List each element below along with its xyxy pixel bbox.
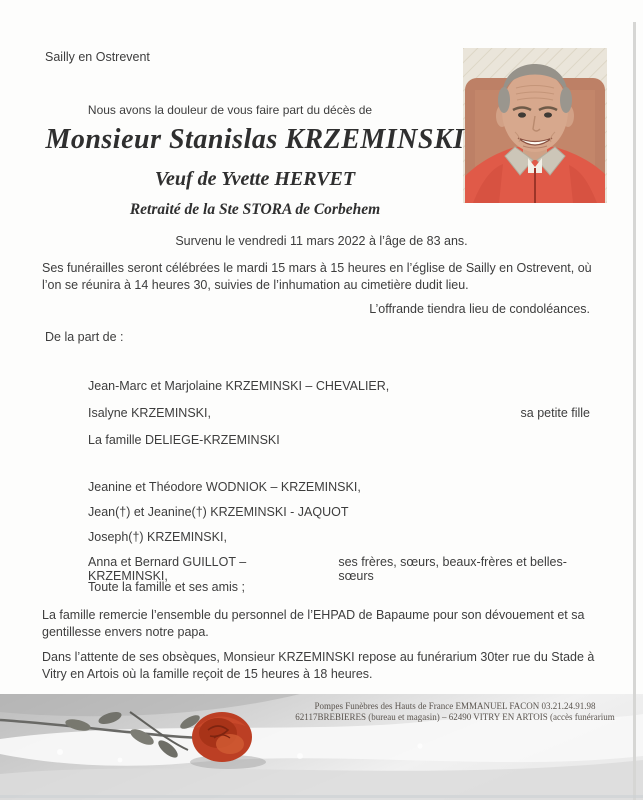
- repose-paragraph: Dans l’attente de ses obsèques, Monsieur KRZEMINSKI repose au funérarium 30ter rue du Stade à Vitry en Artois où la famille reçoit de 15 heures à 18 heures.: [42, 650, 595, 681]
- family-row: [88, 505, 590, 519]
- family-name: Jean-Marc et Marjolaine KRZEMINSKI – CHEVALIER,: [88, 379, 390, 393]
- death-date-line: Survenu le vendredi 11 mars 2022 à l’âge de 83 ans.: [175, 234, 468, 248]
- funeral-home-line1: Pompes Funèbres des Hauts de France EMMANUEL FACON 03.21.24.91.98: [314, 701, 596, 711]
- family-row: [88, 379, 590, 393]
- funeral-home-line2: 62117BREBIERES (bureau et magasin) – 62490 VITRY EN ARTOIS (accès funérarium: [295, 711, 615, 722]
- family-name: Joseph(†) KRZEMINSKI,: [88, 530, 227, 544]
- family-name: Anna et Bernard GUILLOT – KRZEMINSKI,: [88, 555, 247, 583]
- intro-line: Nous avons la douleur de vous faire part du décès de: [87, 103, 373, 117]
- family-row: [88, 555, 590, 583]
- funeral-paragraph: Ses funérailles seront célébrées le mardi 15 mars à 15 heures en l’église de Sailly en Ostrevent, où l’on se réunira à 14 heures 30, suivies de l’inhumation au cimetière dudit lieu.: [42, 261, 592, 292]
- family-name: Jean(†) et Jeanine(†) KRZEMINSKI - JAQUOT: [88, 505, 349, 519]
- spouse-line: Veuf de Yvette HERVET: [154, 168, 356, 190]
- retirement-line: Retraité de la Ste STORA de Corbehem: [129, 201, 381, 218]
- family-relation: ses frères, sœurs, beaux-frères et belles-sœurs: [338, 555, 567, 583]
- family-name: Toute la famille et ses amis ;: [88, 580, 246, 594]
- family-row: [88, 433, 590, 447]
- scan-edge-line: [633, 22, 636, 800]
- family-name: Isalyne KRZEMINSKI,: [88, 406, 211, 420]
- family-row: [88, 580, 590, 594]
- family-row: [88, 406, 590, 420]
- thanks-paragraph: La famille remercie l’ensemble du personnel de l’EHPAD de Bapaume pour son dévouement et sa gentillesse envers notre papa.: [42, 608, 585, 639]
- deceased-name-title: Monsieur Stanislas KRZEMINSKI: [45, 124, 465, 155]
- family-row: [88, 480, 590, 494]
- location-line: Sailly en Ostrevent: [45, 50, 150, 64]
- family-name: Jeanine et Théodore WODNIOK – KRZEMINSKI,: [88, 480, 361, 494]
- offering-line: L’offrande tiendra lieu de condoléances.: [369, 302, 590, 316]
- funeral-home-footer: [280, 701, 630, 722]
- family-name: La famille DELIEGE-KRZEMINSKI: [88, 433, 280, 447]
- scan-bottom-line: [0, 795, 643, 798]
- from-line: De la part de :: [45, 330, 124, 344]
- family-row: [88, 530, 590, 544]
- family-relation: sa petite fille: [520, 406, 590, 420]
